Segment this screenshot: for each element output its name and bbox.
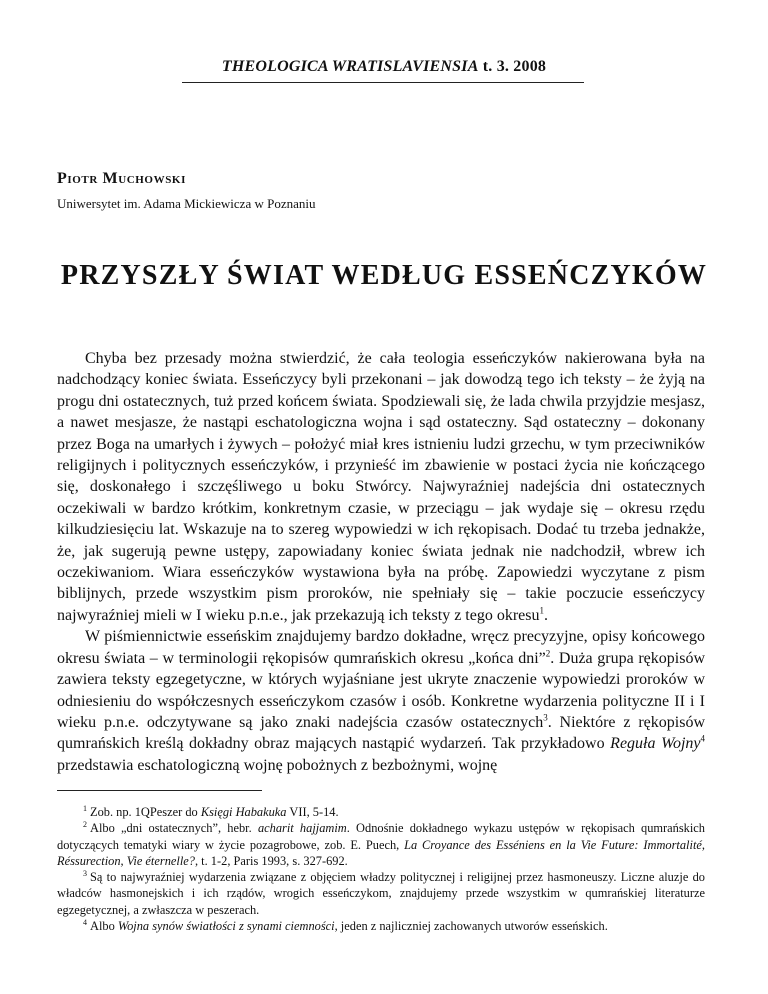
footnote-text: , t. 1-2, Paris 1993, s. 327-692. xyxy=(194,853,348,868)
body-paragraph xyxy=(57,348,705,626)
footnote-ref: 3 xyxy=(543,712,548,723)
footnote-rule xyxy=(57,790,262,791)
footnote xyxy=(57,869,705,918)
footnote-mark: 2 xyxy=(83,820,87,830)
footnote-ref: 1 xyxy=(539,605,544,616)
paragraph-text: przedstawia eschatologiczną wojnę pobożnych z bezbożnymi, wojnę xyxy=(57,756,498,774)
footnote-ref: 2 xyxy=(545,648,551,659)
footnote-text: . Odnośnie dokładnego wykazu ustępów w rękopisach qumrańskich dotyczących tematyki wiary w życie pozagrobowe, zob. E. Puech, xyxy=(57,821,705,852)
footnote-text: VII, 5-14. xyxy=(286,805,339,819)
paragraph-text: . xyxy=(544,606,548,624)
article-title: PRZYSZŁY ŚWIAT WEDŁUG ESSEŃCZYKÓW xyxy=(60,260,708,291)
running-header xyxy=(0,58,768,76)
footnote-text: Są to najwyraźniej wydarzenia związane z objęciem władzy politycznej i religijnej przez hasmoneuszy. Liczne aluzje do władców hasmonejskich i ich rządów, wrogich esseńczykom, znajdujemy przede wszystkim w qumrańskiej literaturze egzegetycznej, a zwłaszcza w peszerach. xyxy=(57,870,705,917)
footnote-mark: 1 xyxy=(83,803,87,813)
work-title: Reguła Wojny xyxy=(610,735,701,753)
author-name: Piotr Muchowski xyxy=(57,170,186,187)
header-rule xyxy=(182,82,584,83)
footnote-italic: La Croyance des Esséniens en la Vie Future: Immortalité, Réssurection, Vie éternelle? xyxy=(57,837,705,868)
footnote-mark: 4 xyxy=(83,917,87,927)
paragraph-text: W piśmiennictwie esseńskim znajdujemy bardzo dokładne, wręcz precyzyjne, opisy końcowego okresu świata – w terminologii rękopisów qumrańskich okresu „końca dni” xyxy=(57,628,705,667)
footnote-text: Albo „dni ostatecznych”, hebr. xyxy=(90,821,258,836)
journal-volume: t. 3. 2008 xyxy=(482,58,547,75)
author-affiliation: Uniwersytet im. Adama Mickiewicza w Poznaniu xyxy=(57,196,316,211)
journal-name: THEOLOGICA WRATISLAVIENSIA xyxy=(221,58,479,75)
footnote xyxy=(57,820,705,869)
footnote-ref: 4 xyxy=(700,733,705,744)
paragraph-text: Chyba bez przesady można stwierdzić, że cała teologia esseńczyków nakierowana była na nadchodzący koniec świata. Esseńczycy byli przekonani – jak dowodzą tego ich teksty – że żyją na progu dni ostatecznych, tuż przed końcem świata. Spodziewali się, że lada chwila przyjdzie mesjasz, a nawet mesjasze, że nastąpi eschatologiczna wojna i sąd ostateczny. Sąd ostateczny – dokonany przez Boga na umarłych i żywych – położyć miał kres istnieniu ludzi grzechu, w tym przeciwników religijnych i politycznych esseńczyków, i przynieść im zbawienie w postaci życia nie kończącego się, doskonałego i szczęśliwego u boku Stwórcy. Najwyraźniej nadejścia dni ostatecznych oczekiwali w bardzo krótkim, konkretnym czasie, w przeciągu – jak wydaje się – okresu rzędu kilkudziesięciu lat. Wskazuje na to szereg wypowiedzi w ich rękopisach. Dodać tu trzeba jednakże, że, jak sugerują pewne ustępy, zapowiadany koniec świata jednak nie nadchodził, wbrew ich oczekiwaniom. Wiara esseńczyków wystawiona była na próbę. Zapowiedzi wyczytane z pism biblijnych, przede wszystkim pism proroków, nie spełniały się – takie poczucie esseńczycy najwyraźniej mieli w I wieku p.n.e., jak przekazują ich teksty z tego okresu xyxy=(57,350,705,624)
footnote-italic: Księgi Habakuka xyxy=(200,805,287,819)
footnote-mark: 3 xyxy=(83,869,87,879)
body-paragraph xyxy=(57,626,705,776)
footnote-text: Zob. np. 1QPeszer do xyxy=(90,805,201,819)
footnote-italic: acharit hajjamim xyxy=(257,821,347,836)
paragraph-text: . Duża grupa rękopisów zawiera teksty egzegetyczne, w których wyjaśniane jest ukryte znaczenie wypowiedzi proroków w odniesieniu do współczesnych esseńczykom czasów i osób. Konkretne wydarzenia polityczne II i I wieku p.n.e. odczytywane są jako znaki nadejścia czasów ostatecznych xyxy=(57,649,706,731)
footnote-text: Albo xyxy=(90,919,118,934)
paragraph-text: . Niektóre z rękopisów qumrańskich kreślą dokładny obraz mających nastąpić wydarzeń. Tak przykładowo xyxy=(57,713,705,753)
footnotes xyxy=(57,804,705,934)
article-body xyxy=(57,348,705,776)
footnote xyxy=(57,918,705,934)
footnote xyxy=(57,804,705,820)
footnote-text: , jeden z najliczniej zachowanych utworów esseńskich. xyxy=(334,919,608,934)
footnote-italic: Wojna synów światłości z synami ciemności xyxy=(117,919,335,934)
